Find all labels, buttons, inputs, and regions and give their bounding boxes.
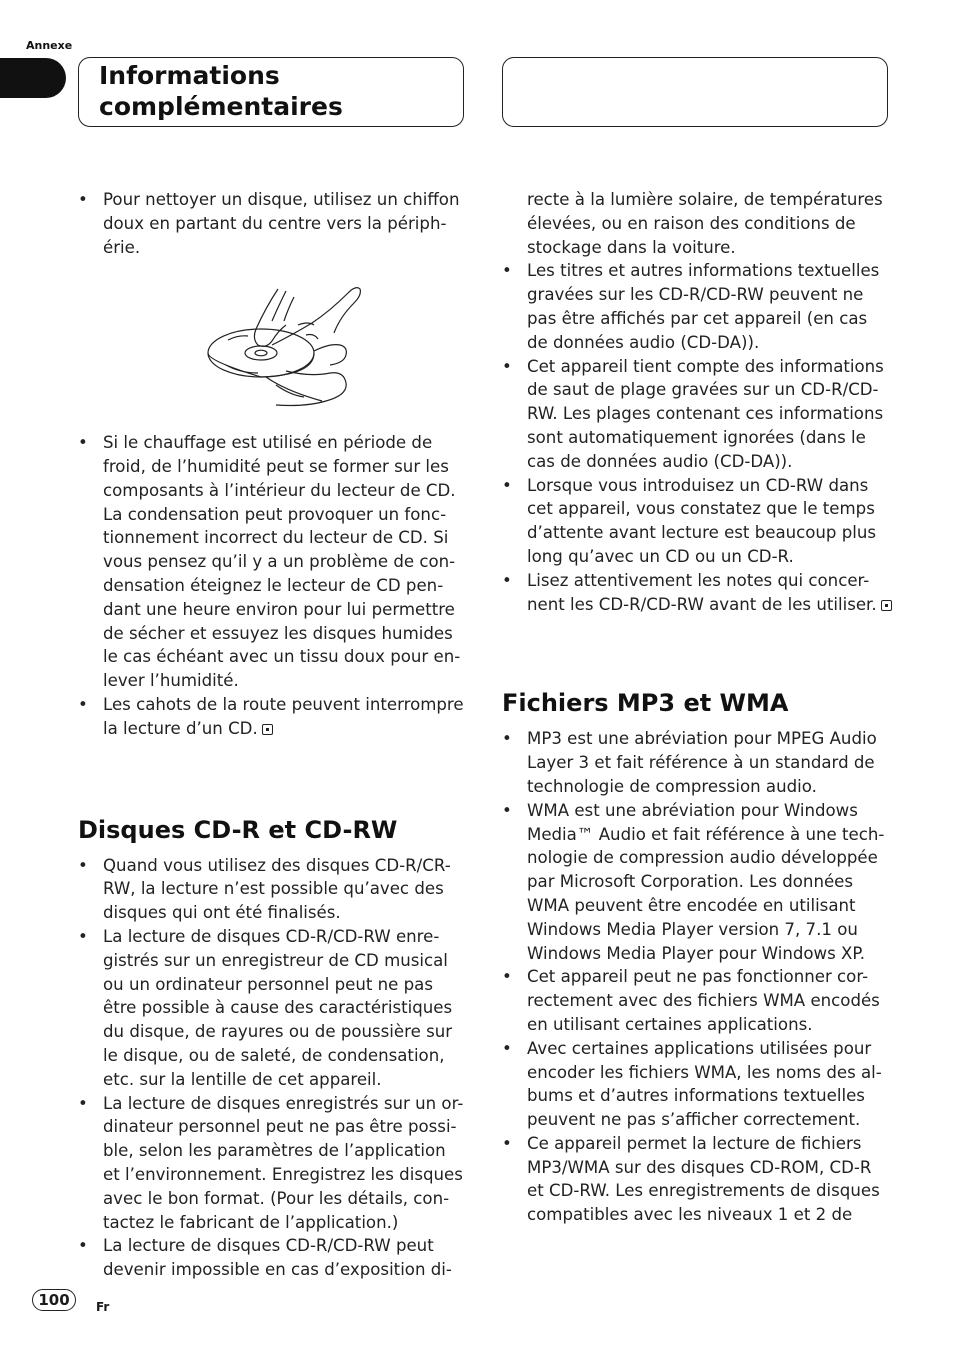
- list-item: • La lecture de disques enregistrés sur un or- dinateur personnel peut ne pas être possi- ble, selon les paramètres de l’application et l’environnement. Enregistrez les disques avec le bon format. (Pour les détails, con- tactez le fabricant de l’application.): [78, 1092, 466, 1235]
- list-item: • Ce appareil permet la lecture de fichiers MP3/WMA sur des disques CD-ROM, CD-R et CD-RW. Les enregistrements de disques compatibles avec les niveaux 1 et 2 de: [502, 1132, 892, 1227]
- disc-cleaning-illustration: [206, 285, 366, 410]
- list-item-continuation: recte à la lumière solaire, de températures élevées, ou en raison des conditions de stockage dans la voiture.: [527, 190, 883, 257]
- list-item-text: Les cahots de la route peuvent interrompre la lecture d’un CD.: [103, 694, 464, 738]
- end-mark-icon: [881, 600, 892, 611]
- list-item: • La lecture de disques CD-R/CD-RW enre- gistrés sur un enregistreur de CD musical ou un ordinateur personnel peut ne pas être possible à cause des caractéristiques du disque, de rayures ou de poussière sur le disque, ou de saleté, de condensation, etc. sur la lentille de cet appareil.: [78, 925, 466, 1092]
- section-title-cdr: Disques CD-R et CD-RW: [78, 815, 398, 844]
- end-mark-icon: [262, 724, 273, 735]
- section-tab-marker: [0, 58, 66, 98]
- list-item: • Quand vous utilisez des disques CD-R/CR- RW, la lecture n’est possible qu’avec des disques qui ont été finalisés.: [78, 854, 466, 925]
- right-column: [502, 188, 892, 1227]
- disc-shape: [208, 329, 314, 377]
- list-item: [78, 693, 466, 741]
- cdr-continued-list: [502, 188, 892, 616]
- list-item: • La lecture de disques CD-R/CD-RW peut devenir impossible en cas d’exposition di-: [78, 1234, 466, 1282]
- annexe-label: Annexe: [26, 39, 73, 52]
- list-item: • WMA est une abréviation pour Windows Media™ Audio et fait référence à une tech- nologie de compression audio développée par Microsoft Corporation. Les données WMA peuvent être encodée en utilisant Windows Media Player version 7, 7.1 ou Windows Media Player pour Windows XP.: [502, 799, 892, 966]
- list-item: • Si le chauffage est utilisé en période de froid, de l’humidité peut se former sur les composants à l’intérieur du lecteur de CD. La condensation peut provoquer un fonc- tionnement incorrect du lecteur de CD. Si vous pensez qu’il y a un problème de con- densation éteignez le lecteur de CD pen- dant une heure environ pour lui permettre de sécher et essuyez les disques humides le cas échéant avec un tissu doux pour en- lever l’humidité.: [78, 431, 466, 693]
- list-item: • Cet appareil peut ne pas fonctionner cor- rectement avec des fichiers WMA encodés en utilisant certaines applications.: [502, 965, 892, 1036]
- list-item: • MP3 est une abréviation pour MPEG Audio Layer 3 et fait référence à un standard de technologie de compression audio.: [502, 727, 892, 798]
- language-code: Fr: [96, 1300, 110, 1314]
- intro-bullet-list: [78, 188, 466, 259]
- mp3-wma-bullet-list: [502, 727, 892, 1227]
- list-item: • Avec certaines applications utilisées pour encoder les fichiers WMA, les noms des al- bums et d’autres informations textuelles peuvent ne pas s’afficher correctement.: [502, 1037, 892, 1132]
- header-title-box: [78, 57, 464, 127]
- header-empty-box: [502, 57, 888, 127]
- list-item: [502, 569, 892, 617]
- list-item: • Les titres et autres informations textuelles gravées sur les CD-R/CD-RW peuvent ne pas être affichés par cet appareil (en cas de données audio (CD-DA)).: [502, 259, 892, 354]
- page-title: Informations complémentaires: [99, 61, 343, 121]
- page-number: 100: [32, 1289, 76, 1311]
- list-item: • Lorsque vous introduisez un CD-RW dans cet appareil, vous constatez que le temps d’attente avant lecture est beaucoup plus long qu’avec un CD ou un CD-R.: [502, 474, 892, 569]
- list-item: • Pour nettoyer un disque, utilisez un chiffon doux en partant du centre vers la périph- érie.: [78, 188, 466, 259]
- care-bullet-list: [78, 431, 466, 740]
- list-item-text: Lisez attentivement les notes qui concer- nent les CD-R/CD-RW avant de les utiliser.: [527, 570, 877, 614]
- list-item: • Cet appareil tient compte des informations de saut de plage gravées sur un CD-R/CD- RW. Les plages contenant ces informations sont automatiquement ignorées (dans le cas de données audio (CD-DA)).: [502, 355, 892, 474]
- left-column: [78, 188, 466, 1282]
- section-title-mp3-wma: Fichiers MP3 et WMA: [502, 689, 789, 718]
- cdr-bullet-list: [78, 854, 466, 1282]
